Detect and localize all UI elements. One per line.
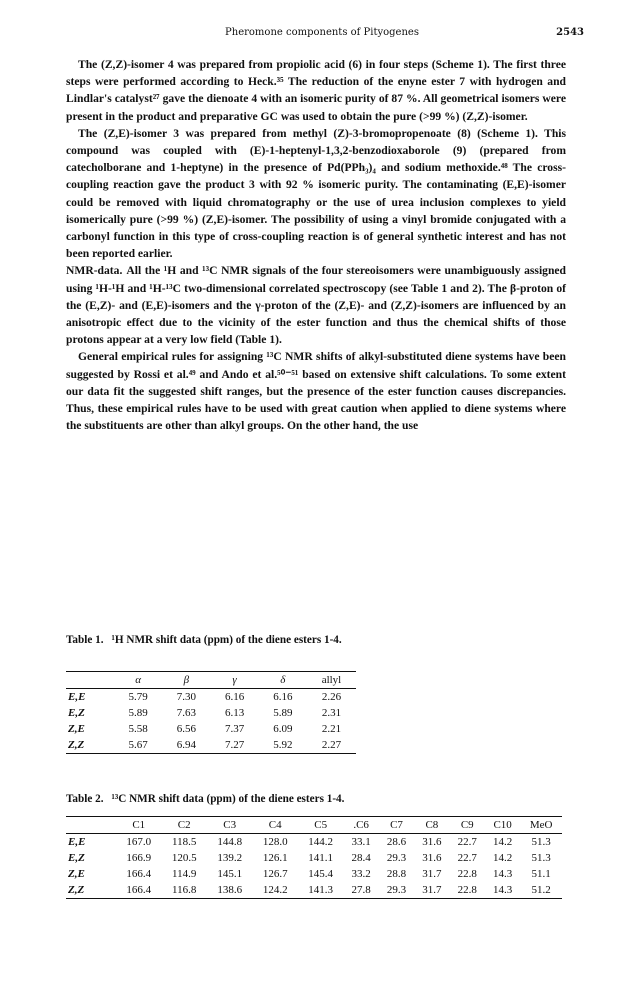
table1-col-header bbox=[66, 672, 114, 689]
table1-cell: 6.13 bbox=[224, 707, 245, 719]
table1-cell: 5.79 bbox=[128, 691, 148, 703]
table2-cell: 166.4 bbox=[126, 868, 152, 880]
table2-cell: 116.8 bbox=[172, 884, 197, 896]
table2-cell: 22.7 bbox=[457, 836, 477, 848]
paragraph-empirical-rules: General empirical rules for assigning ¹³C NMR shifts of alkyl-substituted diene systems have been suggested by Rossi et al.⁴⁹ and Ando et al.⁵⁰⁻⁵¹ based on extensive shift calculations. To some extent our data fit the suggested shift ranges, but the presence of the ester function causes discrepancies. Thus, these empirical rules have to be used with great caution when applied to diene systems where the substituents are other than alkyl groups. On the other hand, the use bbox=[66, 350, 566, 433]
table1-cell: 7.27 bbox=[224, 739, 245, 751]
table1-cell: 2.21 bbox=[321, 723, 342, 735]
table2-cell: 28.8 bbox=[386, 868, 407, 880]
table2-col-header: C3 bbox=[223, 819, 237, 831]
table2-row bbox=[66, 850, 562, 866]
table2-cell: 33.1 bbox=[351, 836, 371, 848]
table2-cell: 141.3 bbox=[308, 884, 334, 896]
table2-cell: 29.3 bbox=[386, 884, 407, 896]
table1-cell: 7.37 bbox=[224, 723, 245, 735]
table2-cell: 166.9 bbox=[126, 852, 152, 864]
table1-cell: 2.27 bbox=[321, 739, 342, 751]
table2-col-header: C7 bbox=[390, 819, 403, 831]
table1-row-label: E,Z bbox=[68, 707, 85, 719]
table2-col-header: C9 bbox=[460, 819, 474, 831]
paragraph-nmr-data bbox=[66, 262, 566, 348]
table2-cell: 14.3 bbox=[492, 868, 513, 880]
table2-label: Table 2. bbox=[66, 793, 104, 805]
table1-row-label: E,E bbox=[68, 691, 86, 703]
table2-row-label: E,E bbox=[68, 836, 86, 848]
table1-cell: 5.58 bbox=[128, 723, 148, 735]
table2-cell: 145.1 bbox=[217, 868, 243, 880]
table2-cell: 22.8 bbox=[457, 884, 477, 896]
table2-col-header bbox=[66, 817, 116, 834]
table1-row bbox=[66, 689, 356, 706]
table2-cell: 141.1 bbox=[308, 852, 334, 864]
table2-col-header: .C6 bbox=[353, 819, 369, 831]
table1-cell: 5.67 bbox=[128, 739, 148, 751]
table2-cell: 14.2 bbox=[492, 852, 513, 864]
table1-header-row bbox=[66, 672, 356, 689]
table2-caption bbox=[66, 792, 566, 807]
table1-col-header: allyl bbox=[321, 674, 342, 686]
table2-cell: 51.1 bbox=[531, 868, 551, 880]
table2-cell: 22.8 bbox=[457, 868, 477, 880]
table2-cell: 31.6 bbox=[422, 836, 442, 848]
table2-cell: 145.4 bbox=[308, 868, 334, 880]
table1-label: Table 1. bbox=[66, 634, 104, 646]
table2-cell: 14.2 bbox=[492, 836, 513, 848]
table2-col-header: MeO bbox=[529, 819, 553, 831]
table2-cell: 51.2 bbox=[531, 884, 551, 896]
table2-row-label: Z,Z bbox=[68, 884, 85, 896]
table2-cell: 14.3 bbox=[492, 884, 513, 896]
table2-row bbox=[66, 882, 562, 899]
table1-row-label: Z,E bbox=[68, 723, 85, 735]
table1-cell: 6.09 bbox=[273, 723, 293, 735]
paragraph-zz-isomer: The (Z,Z)-isomer 4 was prepared from propiolic acid (6) in four steps (Scheme 1). The first three steps were performed according to Heck.³⁵ The reduction of the enyne ester 7 with hydrogen and Lindlar's catalyst²⁷ gave the dienoate 4 with an isomeric purity of 87 %. All geometrical isomers were present in the product and preparative GC was used to obtain the pure (>99 %) (Z,Z)-isomer. bbox=[66, 58, 566, 123]
page-number: 2543 bbox=[556, 27, 584, 38]
table1 bbox=[66, 671, 356, 754]
table2-col-header: C5 bbox=[314, 819, 328, 831]
table2-col-header: C8 bbox=[425, 819, 439, 831]
table1-cell: 2.26 bbox=[321, 691, 342, 703]
table2-cell: 166.4 bbox=[126, 884, 152, 896]
table2-col-header: C2 bbox=[177, 819, 191, 831]
table1-caption bbox=[66, 633, 356, 648]
table2-cell: 114.9 bbox=[172, 868, 197, 880]
table2-row bbox=[66, 834, 562, 851]
table2-cell: 28.4 bbox=[351, 852, 371, 864]
running-head bbox=[60, 27, 584, 41]
table1-cell: 6.16 bbox=[224, 691, 245, 703]
table2-cell: 28.6 bbox=[386, 836, 407, 848]
table2-row-label: E,Z bbox=[68, 852, 85, 864]
table1-row bbox=[66, 737, 356, 754]
table2-cell: 126.1 bbox=[262, 852, 288, 864]
table2 bbox=[66, 816, 562, 899]
table2-cell: 128.0 bbox=[262, 836, 288, 848]
table2-cell: 138.6 bbox=[217, 884, 243, 896]
table2-cell: 118.5 bbox=[172, 836, 197, 848]
table1-cell: 6.94 bbox=[176, 739, 196, 751]
table2-row-label: Z,E bbox=[68, 868, 85, 880]
table1-col-header: β bbox=[183, 674, 190, 686]
table1-cell: 5.89 bbox=[273, 707, 293, 719]
table1-cell: 7.30 bbox=[176, 691, 196, 703]
table2-col-header: C1 bbox=[132, 819, 146, 831]
table2-cell: 27.8 bbox=[351, 884, 371, 896]
table1-row bbox=[66, 721, 356, 737]
table1-row-label: Z,Z bbox=[68, 739, 85, 751]
table2-cell: 124.2 bbox=[262, 884, 288, 896]
table2-cell: 144.2 bbox=[308, 836, 334, 848]
paragraph-ze-isomer: The (Z,E)-isomer 3 was prepared from methyl (Z)-3-bromopropenoate (8) (Scheme 1). This compound was coupled with (E)-1-heptenyl-1,3,2-benzodioxaborole (9) (prepared from catecholborane and 1-heptyne) in the presence of Pd(PPh₃)₄ and sodium methoxide.⁴⁸ The cross-coupling reaction gave the product 3 with 92 % isomeric purity. The contaminating (E,E)-isomer could be removed with liquid chromatography or the use of urea inclusion complexes to yield isomerically pure (>99 %) (Z,E)-isomer. The possibility of using a vinyl bromide conjugated with a carbonyl function in this type of cross-coupling reaction is of general synthetic interest and has not been reported earlier. bbox=[66, 126, 566, 261]
table1-cell: 2.31 bbox=[321, 707, 342, 719]
nmr-paragraph-text: All the ¹H and ¹³C NMR signals of the four stereoisomers were unambiguously assigned using ¹H-¹H and ¹H-¹³C two-dimensional correlated spectroscopy (see Table 1 and 2). The β-proton of the (E,Z)- and (E,E)-isomers and the γ-proton of the (Z,E)- and (Z,Z)-isomers are influenced by an anisotropic effect due to the vicinity of the ester function and thus the chemical shifts of those protons appear at a very low field (Table 1). bbox=[66, 264, 566, 347]
table2-cell: 22.7 bbox=[457, 852, 477, 864]
table2-cell: 126.7 bbox=[262, 868, 288, 880]
table2-cell: 31.6 bbox=[422, 852, 442, 864]
table2-row bbox=[66, 866, 562, 882]
table2-cell: 144.8 bbox=[217, 836, 243, 848]
table2-cell: 51.3 bbox=[531, 836, 551, 848]
table1-caption-text: ¹H NMR shift data (ppm) of the diene esters 1-4. bbox=[111, 634, 342, 646]
table2-cell: 33.2 bbox=[351, 868, 371, 880]
table2-caption-text: ¹³C NMR shift data (ppm) of the diene esters 1-4. bbox=[111, 793, 345, 805]
table2-cell: 167.0 bbox=[126, 836, 152, 848]
table2-cell: 51.3 bbox=[531, 852, 551, 864]
running-title: Pheromone components of Pityogenes bbox=[225, 27, 419, 38]
table1-col-header: α bbox=[135, 674, 141, 686]
table1-col-header: δ bbox=[280, 674, 286, 686]
table1-cell: 5.92 bbox=[273, 739, 293, 751]
table2-header-row bbox=[66, 817, 562, 834]
table1-row bbox=[66, 705, 356, 721]
table2-col-header: C10 bbox=[493, 819, 512, 831]
table2-cell: 31.7 bbox=[422, 868, 442, 880]
article-body bbox=[66, 56, 566, 434]
table2-cell: 31.7 bbox=[422, 884, 442, 896]
table1-col-header: γ bbox=[232, 674, 237, 686]
table1-cell: 6.16 bbox=[273, 691, 293, 703]
table2-cell: 120.5 bbox=[171, 852, 197, 864]
table1-cell: 6.56 bbox=[176, 723, 196, 735]
table2-cell: 139.2 bbox=[217, 852, 243, 864]
table2-cell: 29.3 bbox=[386, 852, 407, 864]
table1-cell: 5.89 bbox=[128, 707, 148, 719]
table2-col-header: C4 bbox=[268, 819, 282, 831]
table1-cell: 7.63 bbox=[176, 707, 196, 719]
nmr-section-heading: NMR-data. bbox=[66, 264, 123, 278]
